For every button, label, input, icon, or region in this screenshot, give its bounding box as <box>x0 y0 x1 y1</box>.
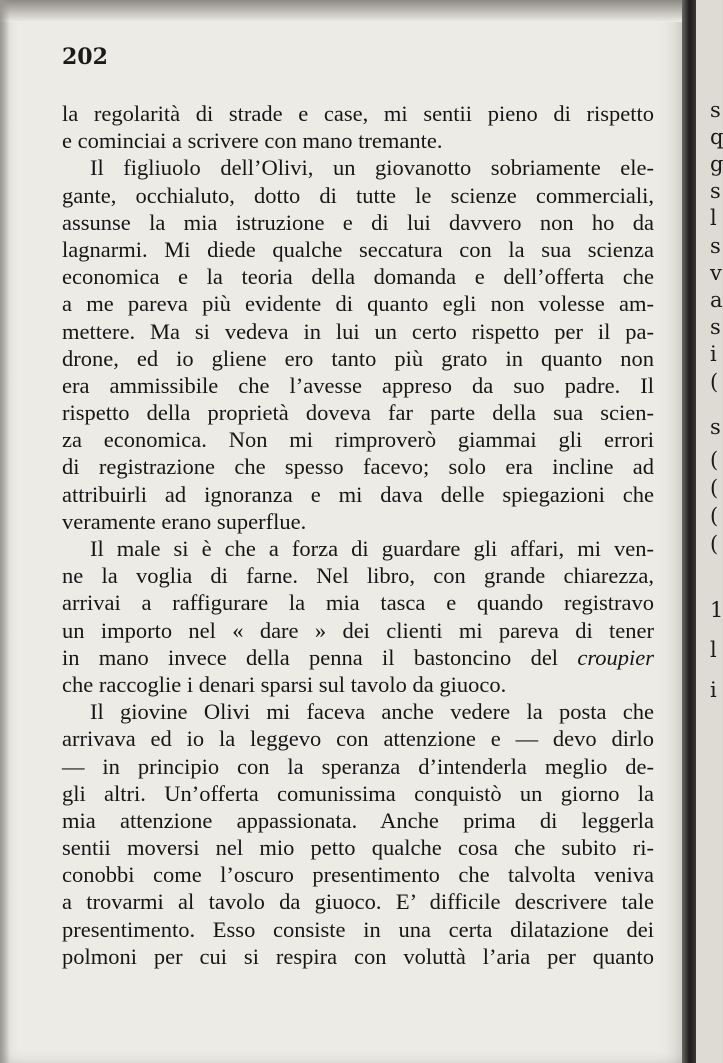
text-line: gli altri. Un’offerta comunissima conquistò un giorno la <box>62 780 654 806</box>
text-line: a trovarmi al tavolo da giuoco. E’ difficile descrivere tale <box>62 889 654 915</box>
facing-page-fragment: g <box>710 152 723 176</box>
page-number: 202 <box>62 44 108 70</box>
text-line: arrivava ed io la leggevo con attenzione e — devo dirlo <box>62 726 654 752</box>
text-line: presentimento. Esso consiste in una certa dilatazione dei <box>62 916 654 942</box>
book-gutter <box>682 0 696 1063</box>
facing-page-fragment: s <box>710 234 721 258</box>
text-line: mia attenzione appassionata. Anche prima di leggerla <box>62 807 654 833</box>
text-line: rispetto della proprietà doveva far parte della sua scien- <box>62 400 654 426</box>
text-line: Il giovine Olivi mi faceva anche vedere la posta che <box>90 699 654 725</box>
text-line-segment: in mano invece della penna il bastoncino del <box>62 644 578 670</box>
text-line: attribuirli ad ignoranza e mi dava delle spiegazioni che <box>62 481 654 507</box>
facing-page-fragment: a <box>710 288 723 312</box>
body-text <box>62 100 654 970</box>
text-line: conobbi come l’oscuro presentimento che talvolta veniva <box>62 862 654 888</box>
facing-page-edge <box>696 0 722 1063</box>
text-line: gante, occhialuto, dotto di tutte le scienze commerciali, <box>62 182 654 208</box>
facing-page-fragment: v <box>710 261 722 285</box>
facing-page-fragment: s <box>710 98 721 122</box>
text-line: Il figliuolo dell’Olivi, un giovanotto sobriamente ele- <box>90 155 654 181</box>
text-line: era ammissibile che l’avesse appreso da suo padre. Il <box>62 372 654 398</box>
facing-page-fragment: ( <box>710 532 719 556</box>
facing-page-fragment: q <box>710 125 723 149</box>
italic-word: croupier <box>577 644 654 670</box>
text-line: drone, ed io gliene ero tanto più grato in quanto non <box>62 345 654 371</box>
facing-page-fragment: s <box>710 315 721 339</box>
facing-page-fragment: i <box>710 678 717 702</box>
text-line: a me pareva più evidente di quanto egli non volesse am- <box>62 291 654 317</box>
text-line: un importo nel « dare » dei clienti mi pareva di tener <box>62 617 654 643</box>
text-line: sentii moversi nel mio petto qualche cosa che subito ri- <box>62 835 654 861</box>
text-line: — in principio con la speranza d’intenderla meglio de- <box>62 753 654 779</box>
text-line: economica e la teoria della domanda e dell’offerta che <box>62 264 654 290</box>
facing-page-fragment: i <box>710 342 717 366</box>
text-line: assunse la mia istruzione e di lui davvero non ho da <box>62 209 654 235</box>
page-top-edge-shadow <box>0 0 690 22</box>
page-left-edge-shadow <box>0 0 10 1063</box>
text-line: polmoni per cui si respira con voluttà l’aria per quanto <box>62 943 654 969</box>
text-line: veramente erano superflue. <box>62 508 307 534</box>
text-line: Il male si è che a forza di guardare gli affari, mi ven- <box>90 536 654 561</box>
facing-page-fragment: ( <box>710 476 719 500</box>
facing-page-fragment: ( <box>710 504 719 528</box>
facing-page-fragment: s <box>710 415 721 439</box>
text-line: e cominciai a scrivere con mano tremante. <box>62 128 443 154</box>
text-line: mettere. Ma si vedeva in lui un certo rispetto per il pa- <box>62 318 654 344</box>
text-line: che raccoglie i denari sparsi sul tavolo da giuoco. <box>62 671 507 697</box>
text-line-with-italic <box>62 644 654 671</box>
text-line: arrivai a raffigurare la mia tasca e quando registravo <box>62 590 654 616</box>
facing-page-fragment: l <box>710 638 717 662</box>
text-line: za economica. Non mi rimproverò giammai gli errori <box>62 427 654 453</box>
text-line: ne la voglia di farne. Nel libro, con grande chiarezza, <box>62 563 654 589</box>
facing-page-fragment: 1 <box>710 598 723 622</box>
facing-page-fragment: ( <box>710 448 719 472</box>
text-line: la regolarità di strade e case, mi sentii pieno di rispetto <box>62 101 654 126</box>
text-line: lagnarmi. Mi diede qualche seccatura con la sua scienza <box>62 236 654 262</box>
facing-page-fragment: s <box>710 179 721 203</box>
text-line: di registrazione che spesso facevo; solo era incline ad <box>62 454 654 480</box>
facing-page-fragment: l <box>710 206 717 230</box>
facing-page-fragment: ( <box>710 370 719 394</box>
